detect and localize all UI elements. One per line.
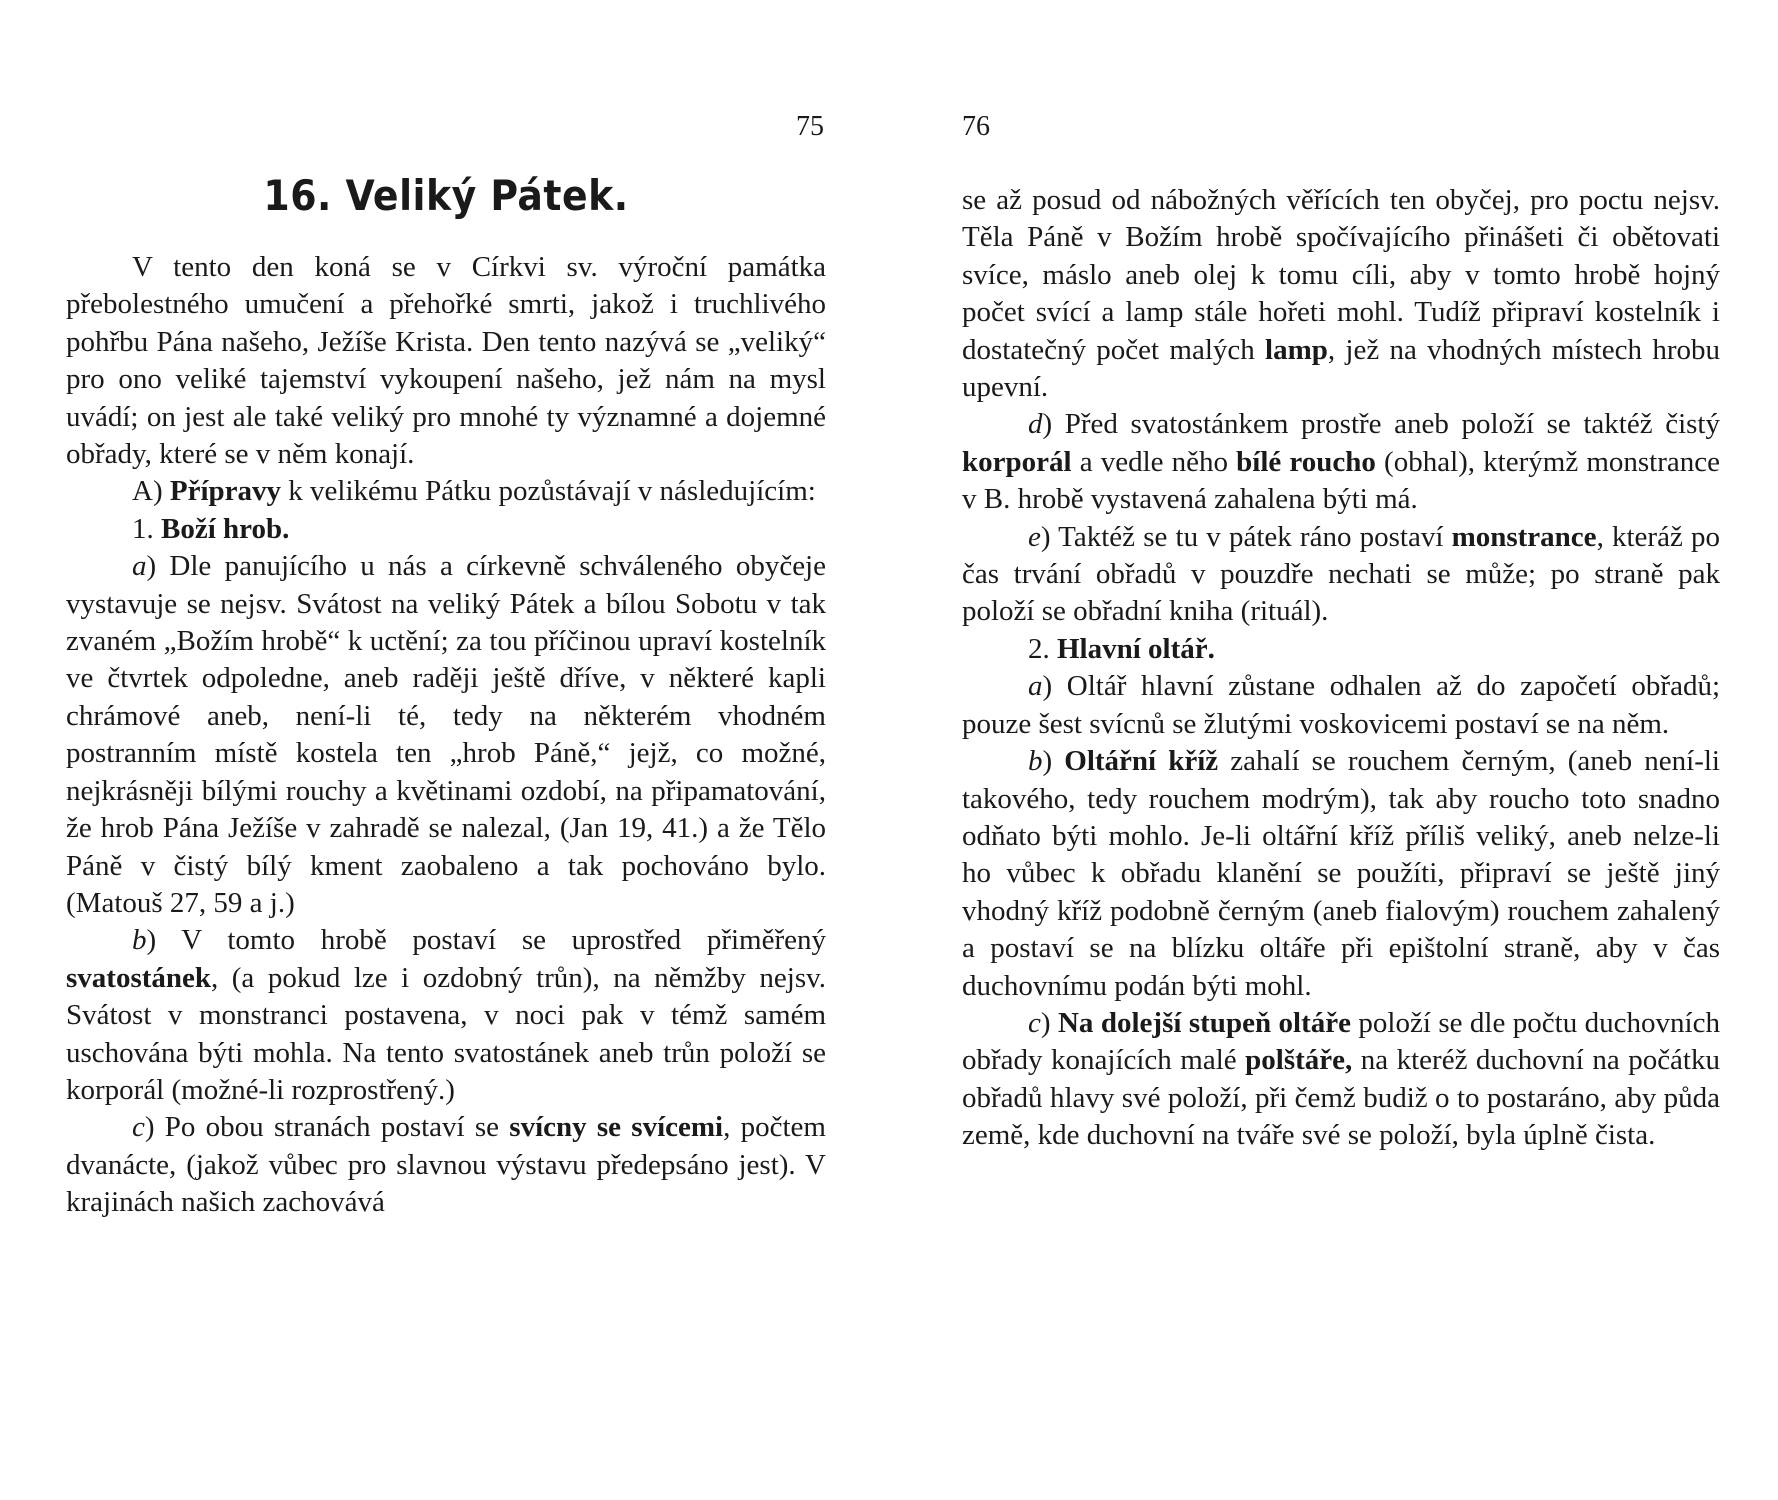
- bold-term: Boží hrob.: [161, 512, 290, 545]
- text-run: ): [1042, 745, 1065, 778]
- bold-term: lamp: [1265, 333, 1328, 366]
- text-run: , počtem dvanácte, (jakož vůbec pro slavnou výstavu předepsáno jest). V krajinách našich zachovává: [66, 1111, 826, 1219]
- paragraph: [66, 1109, 826, 1221]
- text-run: A): [132, 475, 170, 508]
- paragraph: [66, 249, 826, 473]
- page-number: 76: [962, 111, 990, 142]
- page-number: 75: [796, 111, 824, 142]
- text-run: ): [1040, 1006, 1058, 1039]
- paragraph: [66, 473, 826, 510]
- bold-term: polštáře,: [1245, 1044, 1353, 1077]
- bold-term: Hlavní oltář.: [1057, 632, 1215, 665]
- text-run: zahalí se rouchem černým, (aneb není-li takového, tedy rouchem modrým), tak aby roucho toto snadno odňato býti mohlo. Je-li oltářní kříž příliš veliký, aneb nelze-li ho vůbec k obřadu klanění se použíti, připraví se ještě jiný vhodný kříž podobně černým (aneb fialovým) rouchem zahalený a postaví se na blízku oltáře při epištolní straně, aby v čas duchovnímu podán býti mohl.: [962, 745, 1720, 1002]
- text-run: , (a pokud lze i ozdobný trůn), na němžby nejsv. Svátost v monstranci postavena, v noci pak v témž samém uschována býti mohla. Na tento svatostánek aneb trůn položí se korporál (možné-li rozprostřený.): [66, 961, 826, 1106]
- chapter-title: 16. Veliký Pátek.: [263, 171, 629, 220]
- item-letter: b: [1028, 745, 1043, 778]
- paragraph: [66, 548, 826, 922]
- paragraph: [962, 668, 1720, 743]
- text-run: 1.: [132, 512, 161, 545]
- page-text: [66, 249, 826, 1222]
- bold-term: monstrance: [1451, 520, 1597, 553]
- left-page: [66, 0, 826, 1500]
- text-run: 2.: [1028, 632, 1057, 665]
- item-letter: d: [1028, 408, 1043, 441]
- bold-term: Přípravy: [169, 475, 282, 508]
- item-letter: a: [1028, 670, 1043, 703]
- item-letter: b: [132, 924, 147, 957]
- text-run: ) Oltář hlavní zůstane odhalen až do započetí obřadů; pouze šest svícnů se žlutými voskovicemi postaví se na něm.: [962, 670, 1720, 740]
- paragraph: [962, 743, 1720, 1005]
- bold-term: svatostánek: [66, 961, 212, 994]
- text-run: k velikému Pátku pozůstávají v následujícím:: [281, 475, 816, 508]
- bold-term: bílé roucho: [1236, 445, 1376, 478]
- text-run: ) Před svatostánkem prostře aneb položí se taktéž čistý: [1042, 408, 1720, 441]
- text-run: a vedle něho: [1071, 445, 1237, 478]
- paragraph: [66, 922, 826, 1109]
- text-run: ) V tomto hrobě postaví se uprostřed přiměřený: [146, 924, 826, 957]
- text-run: na kteréž duchovní na počátku obřadů hlavy své položí, při čemž budiž o to postaráno, aby půda země, kde duchovní na tváře své se položí, byla úplně čista.: [962, 1044, 1720, 1152]
- item-letter: c: [132, 1111, 145, 1144]
- bold-term: svícny se svícemi: [509, 1111, 724, 1144]
- text-run: ) Taktéž se tu v pátek ráno postaví: [1040, 520, 1452, 553]
- page-text: [962, 182, 1720, 1155]
- bold-term: Na dolejší stupeň oltáře: [1057, 1006, 1351, 1039]
- text-run: položí se dle počtu duchovních obřady konajících malé: [962, 1006, 1720, 1077]
- text-run: ) Dle panujícího u nás a církevně schváleného obyčeje vystavuje se nejsv. Svátost na veliký Pátek a bílou Sobotu v tak zvaném „Božím hrobě“ k uctění; za tou příčinou upraví kostelník ve čtvrtek odpoledne, aneb raději ještě dříve, v některé kapli chrámové aneb, není-li té, tedy na některém vhodném postranním místě kostela ten „hrob Páně,“ jejž, co možné, nejkrásněji bílými rouchy a květinami ozdobí, na připamatování, že hrob Pána Ježíše v zahradě se nalezal, (Jan 19, 41.) a že Tělo Páně v čistý bílý kment zaobaleno a tak pochováno bylo. (Matouš 27, 59 a j.): [66, 550, 826, 919]
- paragraph: [962, 406, 1720, 518]
- paragraph: [962, 631, 1720, 668]
- bold-term: Oltářní kříž: [1064, 745, 1219, 778]
- text-run: V tento den koná se v Církvi sv. výroční památka přebolestného umučení a přehořké smrti, jakož i truchlivého pohřbu Pána našeho, Ježíše Krista. Den tento nazývá se „veliký“ pro ono veliké tajemství vykoupení našeho, jež nám na mysl uvádí; on jest ale také veliký pro mnohé ty významné a dojemné obřady, které se v něm konají.: [66, 251, 826, 471]
- right-page: [962, 0, 1720, 1500]
- paragraph: [66, 511, 826, 548]
- text-run: (obhal), kterýmž monstrance v B. hrobě vystavená zahalena býti má.: [962, 445, 1721, 516]
- text-run: ) Po obou stranách postaví se: [144, 1111, 510, 1144]
- paragraph: [962, 519, 1720, 631]
- text-run: , kteráž po čas trvání obřadů v pouzdře nechati se může; po straně pak položí se obřadní kniha (rituál).: [962, 520, 1720, 628]
- item-letter: c: [1028, 1006, 1041, 1039]
- paragraph: [962, 182, 1720, 406]
- bold-term: korporál: [962, 445, 1072, 478]
- item-letter: a: [132, 550, 147, 583]
- item-letter: e: [1028, 520, 1041, 553]
- paragraph: [962, 1005, 1720, 1155]
- text-run: se až posud od nábožných věřících ten obyčej, pro poctu nejsv. Těla Páně v Božím hrobě spočívajícího přinášeti či obětovati svíce, máslo aneb olej k tomu cíli, aby v tomto hrobě hojný počet svící a lamp stále hořeti mohl. Tudíž připraví kostelník i dostatečný počet malých: [962, 184, 1720, 366]
- text-run: , jež na vhodných místech hrobu upevní.: [962, 333, 1720, 404]
